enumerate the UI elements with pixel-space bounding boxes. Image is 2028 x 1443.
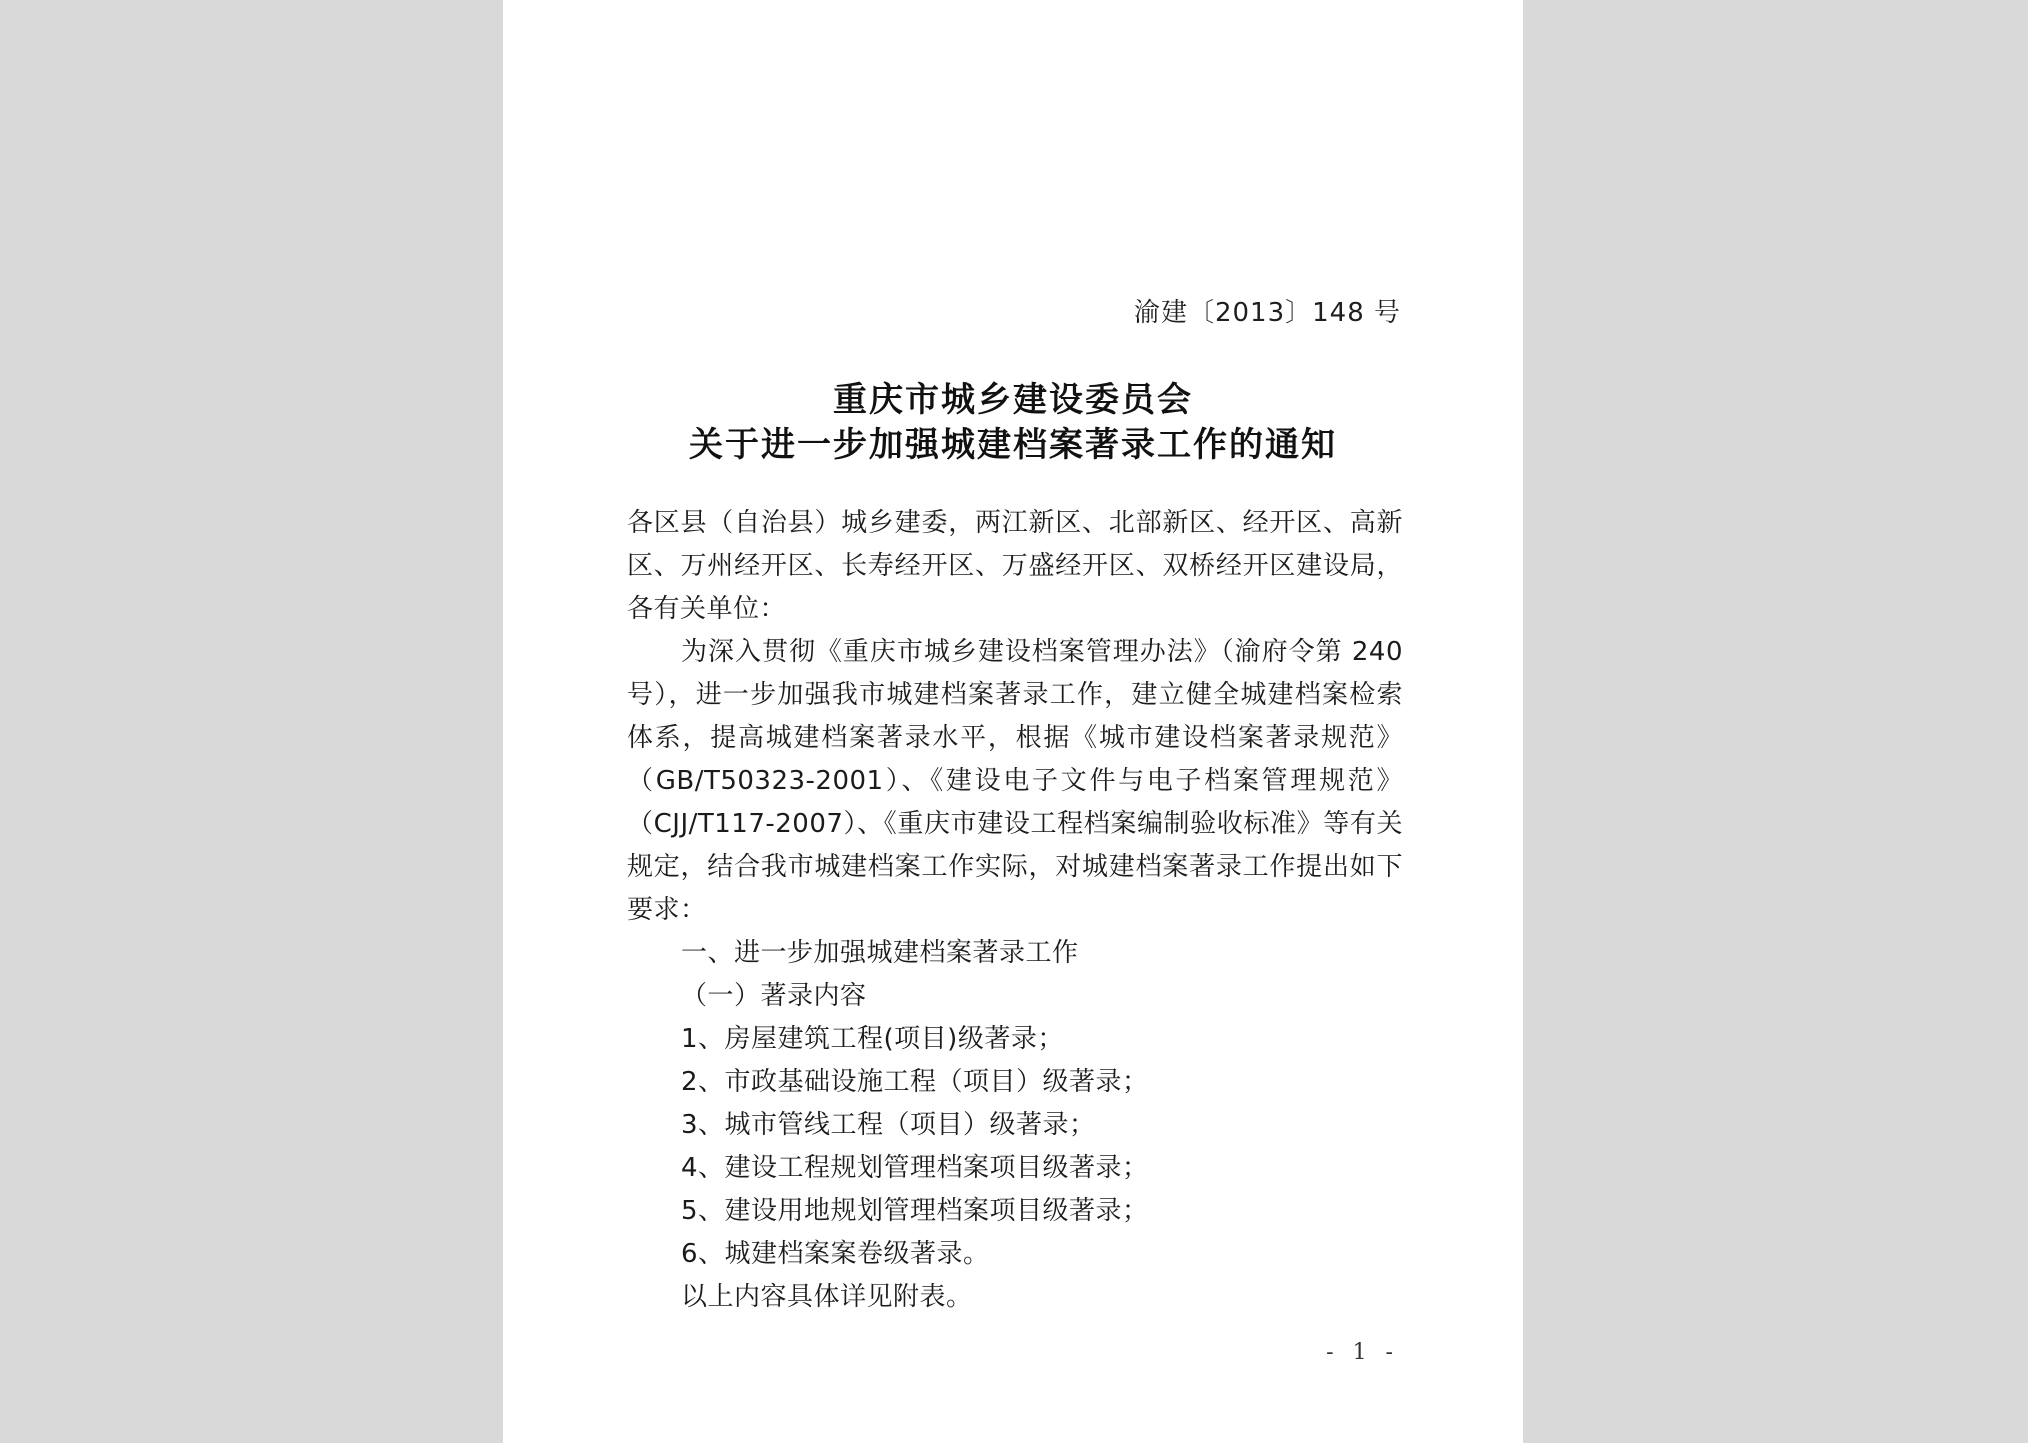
list-item: 6、城建档案案卷级著录。 [681, 1239, 990, 1269]
list-item: 4、建设工程规划管理档案项目级著录； [681, 1153, 1149, 1183]
document-title-line-2: 关于进一步加强城建档案著录工作的通知 [689, 425, 1337, 465]
closing-paragraph: 以上内容具体详见附表。 [681, 1282, 973, 1312]
list-item: 2、市政基础设施工程（项目）级著录； [681, 1067, 1149, 1097]
list-item: 1、房屋建筑工程(项目)级著录； [681, 1024, 1064, 1054]
document-page [503, 0, 1523, 1443]
document-number: 渝建〔2013〕148 号 [1133, 298, 1401, 328]
page-number: - 1 - [1326, 1340, 1399, 1365]
document-body [627, 502, 1403, 1319]
document-title-line-1: 重庆市城乡建设委员会 [833, 380, 1193, 420]
subsection-heading: （一）著录内容 [681, 981, 867, 1011]
section-heading: 一、进一步加强城建档案著录工作 [681, 938, 1079, 968]
intro-paragraph: 为深入贯彻《重庆市城乡建设档案管理办法》（渝府令第 240 号），进一步加强我市城建档案著录工作，建立健全城建档案检索体系，提高城建档案著录水平，根据《城市建设档案著录规范》（GB/T50323-2001）、《建设电子文件与电子档案管理规范》（CJJ/T117-2007）、《重庆市建设工程档案编制验收标准》等有关规定，结合我市城建档案工作实际，对城建档案著录工作提出如下要求： [627, 637, 1403, 925]
list-item: 5、建设用地规划管理档案项目级著录； [681, 1196, 1149, 1226]
list-item: 3、城市管线工程（项目）级著录； [681, 1110, 1096, 1140]
addressee-paragraph: 各区县（自治县）城乡建委，两江新区、北部新区、经开区、高新区、万州经开区、长寿经开区、万盛经开区、双桥经开区建设局，各有关单位： [627, 508, 1403, 624]
